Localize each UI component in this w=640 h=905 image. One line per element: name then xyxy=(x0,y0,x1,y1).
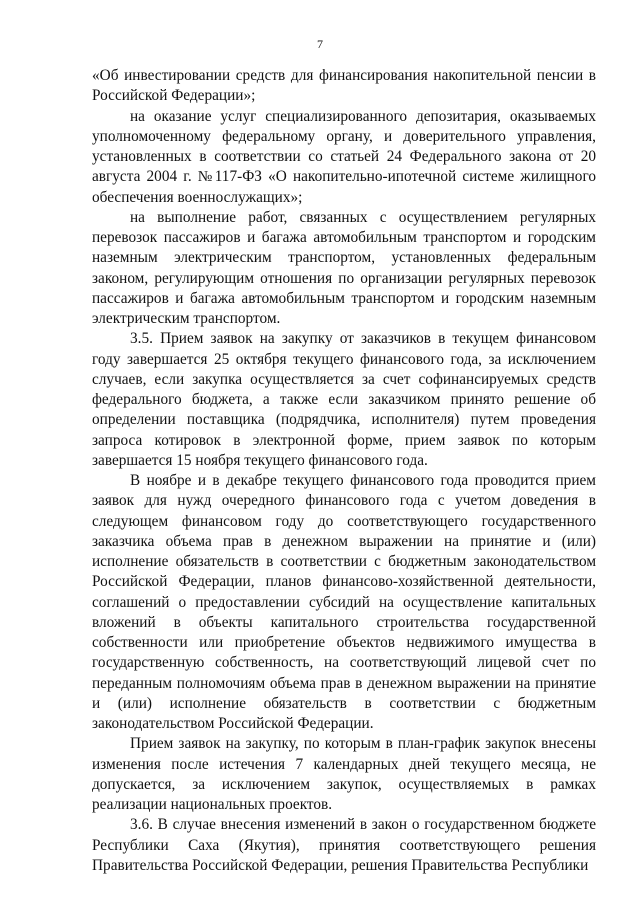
paragraph: на выполнение работ, связанных с осуществлением регулярных перевозок пассажиров и багажа автомобильным транспортом и городским наземным электрическим транспортом, установленных федеральным законом, регулирующим отношения по организации регулярных перевозок пассажиров и багажа автомобильным транспортом и городским наземным электрическим транспортом. xyxy=(92,208,596,327)
paragraph: «Об инвестировании средств для финансирования накопительной пенсии в Российской Федерации»; xyxy=(92,67,596,105)
paragraph: на оказание услуг специализированного депозитария, оказываемых уполномоченному федеральному органу, и доверительного управления, установленных в соответствии со статьей 24 Федерального закона от 20 августа 2004 г. №117-ФЗ «О накопительно-ипотечной системе жилищного обеспечения военнослужащих»; xyxy=(92,107,596,206)
paragraph: В ноябре и в декабре текущего финансового года проводится прием заявок для нужд очередного финансового года с учетом доведения в следующем финансовом году до соответствующего государственного заказчика объема прав в денежном выражении на принятие и (или) исполнение обязательств в соответствии с бюджетным законодательством Российской Федерации, планов финансово-хозяйственной деятельности, соглашений о предоставлении субсидий на осуществление капитальных вложений в объекты капитального строительства государственной собственности или приобретение объектов недвижимого имущества в государственную собственность, на соответствующий лицевой счет по переданным полномочиям объема прав в денежном выражении на принятие и (или) исполнение обязательств в соответствии с бюджетным законодательством Российской Федерации. xyxy=(92,472,596,732)
document-body xyxy=(92,66,596,876)
paragraph: 3.5. Прием заявок на закупку от заказчиков в текущем финансовом году завершается 25 октября текущего финансового года, за исключением случаев, если закупка осуществляется за счет софинансируемых средств федерального бюджета, а также если заказчиком принято решение об определении поставщика (подрядчика, исполнителя) путем проведения запроса котировок в электронной форме, прием заявок по которым завершается 15 ноября текущего финансового года. xyxy=(92,330,596,469)
page-number: 7 xyxy=(317,37,323,51)
paragraph: 3.6. В случае внесения изменений в закон о государственном бюджете Республики Саха (Якутия), принятия соответствующего решения Правительства Российской Федерации, решения Правительства Республики xyxy=(92,816,596,874)
paragraph: Прием заявок на закупку, по которым в план-график закупок внесены изменения после истечения 7 календарных дней текущего месяца, не допускается, за исключением закупок, осуществляемых в рамках реализации национальных проектов. xyxy=(92,735,596,813)
